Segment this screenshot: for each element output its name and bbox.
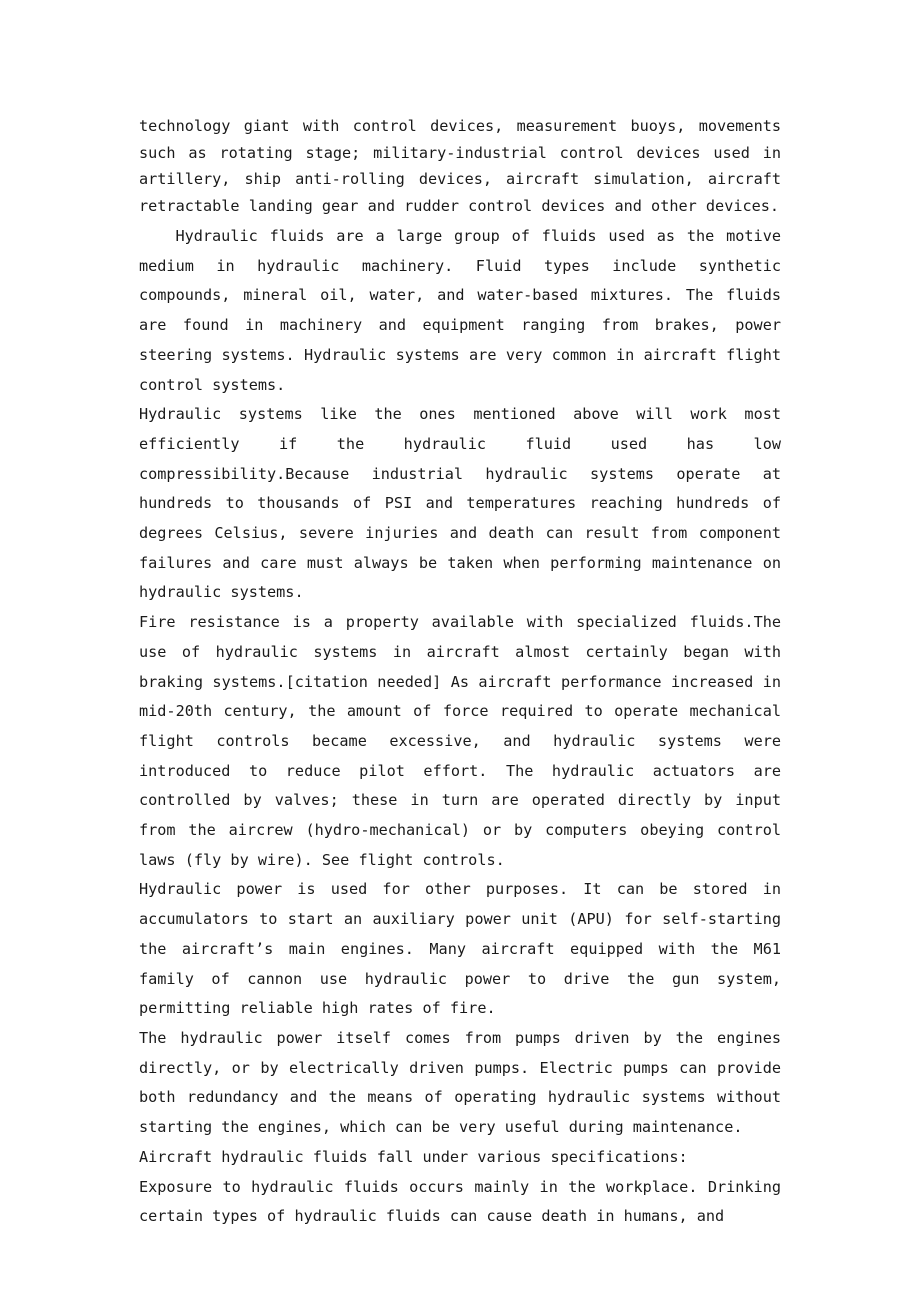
- paragraph-applications-continued: technology giant with control devices, measurement buoys, movements such as rotating stage; military-industrial control devices used in artillery, ship anti-rolling devices, aircraft simulation, aircraft retractable landing gear and rudder control devices and other devices.: [139, 117, 781, 215]
- paragraph-exposure: Exposure to hydraulic fluids occurs mainly in the workplace. Drinking certain types of hydraulic fluids can cause death in humans, and: [139, 1177, 781, 1226]
- document-page: [139, 113, 781, 1232]
- paragraph-hydraulic-power-uses: Hydraulic power is used for other purposes. It can be stored in accumulators to start an auxiliary power unit (APU) for self-starting the aircraft’s main engines. Many aircraft equipped with the M61 family of cannon use hydraulic power to drive the gun system, permitting reliable high rates of fire.: [139, 880, 781, 1018]
- paragraph-power-source: The hydraulic power itself comes from pumps driven by the engines directly, or by electrically driven pumps. Electric pumps can provide both redundancy and the means of operating hydraulic systems without starting the engines, which can be very useful during maintenance.: [139, 1028, 781, 1137]
- paragraph-specifications: Aircraft hydraulic fluids fall under various specifications:: [139, 1147, 688, 1166]
- paragraph-fire-resistance: Fire resistance is a property available with specialized fluids.The use of hydraulic systems in aircraft almost certainly began with braking systems.[citation needed] As aircraft performance increased in mid-20th century, the amount of force required to operate mechanical flight controls became excessive, and hydraulic systems were introduced to reduce pilot effort. The hydraulic actuators are controlled by valves; these in turn are operated directly by input from the aircrew (hydro-mechanical) or by computers obeying control laws (fly by wire). See flight controls.: [139, 613, 781, 869]
- paragraph-hydraulic-fluids-intro: Hydraulic fluids are a large group of fluids used as the motive medium in hydraulic machinery. Fluid types include synthetic compounds, mineral oil, water, and water-based mixtures. The fluids are found in machinery and equipment ranging from brakes, power steering systems. Hydraulic systems are very common in aircraft flight control systems.: [139, 227, 781, 394]
- paragraph-compressibility: Hydraulic systems like the ones mentioned above will work most efficiently if the hydraulic fluid used has low compressibility.Because industrial hydraulic systems operate at hundreds to thousands of PSI and temperatures reaching hundreds of degrees Celsius, severe injuries and death can result from component failures and care must always be taken when performing maintenance on hydraulic systems.: [139, 405, 781, 602]
